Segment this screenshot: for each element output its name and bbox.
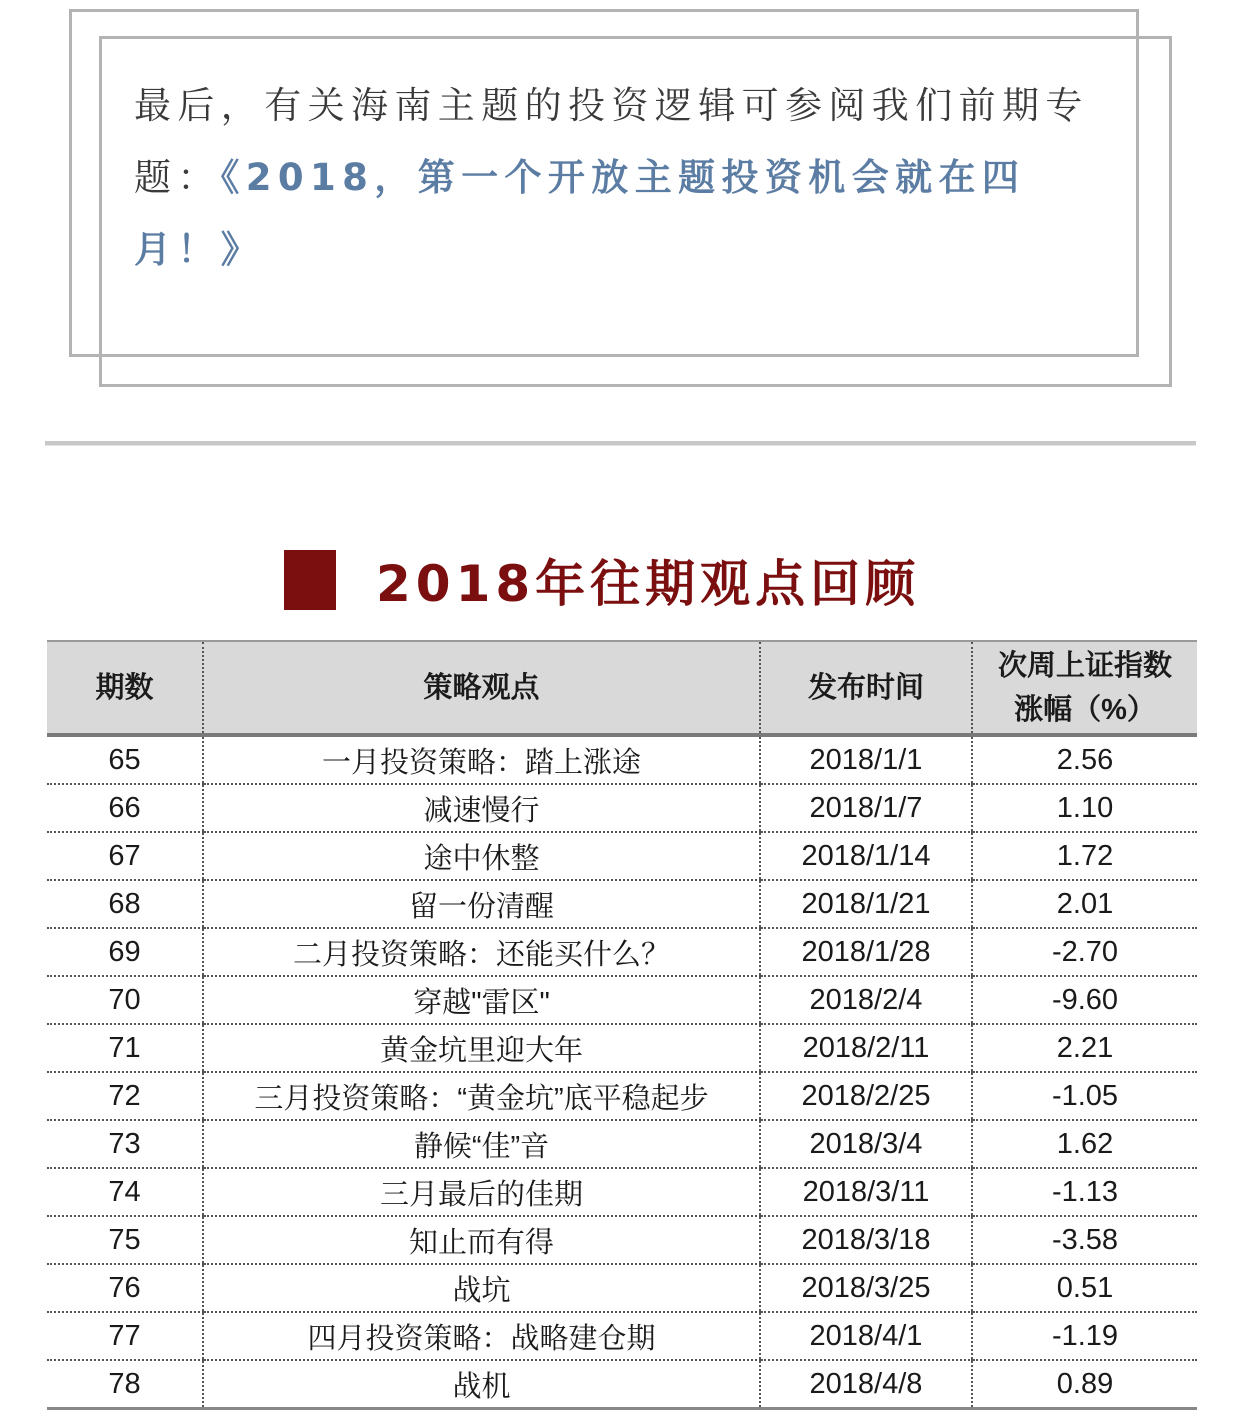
table-row — [47, 1120, 1197, 1168]
cell-change: -3.58 — [972, 1216, 1197, 1264]
cell-change: 1.10 — [972, 784, 1197, 832]
cell-view: 减速慢行 — [203, 784, 760, 832]
cell-issue: 67 — [47, 832, 203, 880]
cell-view: 战坑 — [203, 1264, 760, 1312]
cell-date: 2018/2/25 — [760, 1072, 972, 1120]
cell-date: 2018/1/1 — [760, 735, 972, 784]
review-table — [47, 640, 1197, 1410]
cell-change: 1.62 — [972, 1120, 1197, 1168]
cell-view: 三月最后的佳期 — [203, 1168, 760, 1216]
cell-view: 留一份清醒 — [203, 880, 760, 928]
cell-date: 2018/3/18 — [760, 1216, 972, 1264]
section-heading — [284, 548, 920, 612]
cell-issue: 73 — [47, 1120, 203, 1168]
cell-issue: 68 — [47, 880, 203, 928]
cell-date: 2018/4/8 — [760, 1360, 972, 1409]
cell-issue: 66 — [47, 784, 203, 832]
article-link[interactable]: 《2018，第一个开放主题投资机会就在四月！》 — [134, 156, 1026, 271]
table-row — [47, 928, 1197, 976]
header-view: 策略观点 — [203, 641, 760, 735]
cell-change: 2.21 — [972, 1024, 1197, 1072]
cell-view: 战机 — [203, 1360, 760, 1409]
cell-date: 2018/4/1 — [760, 1312, 972, 1360]
cell-issue: 78 — [47, 1360, 203, 1409]
table-row — [47, 1264, 1197, 1312]
cell-change: -1.13 — [972, 1168, 1197, 1216]
cell-issue: 74 — [47, 1168, 203, 1216]
cell-issue: 76 — [47, 1264, 203, 1312]
cell-date: 2018/1/7 — [760, 784, 972, 832]
cell-date: 2018/3/11 — [760, 1168, 972, 1216]
cell-view: 穿越"雷区" — [203, 976, 760, 1024]
cell-change: 2.01 — [972, 880, 1197, 928]
cell-change: 1.72 — [972, 832, 1197, 880]
cell-issue: 69 — [47, 928, 203, 976]
cell-change: -1.05 — [972, 1072, 1197, 1120]
table-row — [47, 1360, 1197, 1409]
cell-view: 三月投资策略：“黄金坑”底平稳起步 — [203, 1072, 760, 1120]
header-date: 发布时间 — [760, 641, 972, 735]
cell-date: 2018/2/4 — [760, 976, 972, 1024]
cell-change: 0.89 — [972, 1360, 1197, 1409]
cell-date: 2018/1/14 — [760, 832, 972, 880]
cell-view: 黄金坑里迎大年 — [203, 1024, 760, 1072]
header-change-line1: 次周上证指数 — [997, 649, 1172, 682]
header-issue: 期数 — [47, 641, 203, 735]
cell-view: 途中休整 — [203, 832, 760, 880]
cell-change: -1.19 — [972, 1312, 1197, 1360]
cell-view: 二月投资策略：还能买什么？ — [203, 928, 760, 976]
intro-text: 最后，有关海南主题的投资逻辑可参阅我们前期专题： — [134, 84, 1089, 199]
cell-date: 2018/3/4 — [760, 1120, 972, 1168]
table-row — [47, 1168, 1197, 1216]
cell-change: 0.51 — [972, 1264, 1197, 1312]
table-row — [47, 1312, 1197, 1360]
cell-date: 2018/1/21 — [760, 880, 972, 928]
cell-view: 一月投资策略：踏上涨途 — [203, 735, 760, 784]
table-row — [47, 1216, 1197, 1264]
cell-view: 四月投资策略：战略建仓期 — [203, 1312, 760, 1360]
section-divider — [45, 441, 1196, 446]
table-row — [47, 735, 1197, 784]
cell-issue: 75 — [47, 1216, 203, 1264]
cell-date: 2018/1/28 — [760, 928, 972, 976]
cell-issue: 65 — [47, 735, 203, 784]
cell-view: 知止而有得 — [203, 1216, 760, 1264]
cell-issue: 72 — [47, 1072, 203, 1120]
cell-change: -2.70 — [972, 928, 1197, 976]
table-row — [47, 976, 1197, 1024]
cell-issue: 71 — [47, 1024, 203, 1072]
intro-paragraph — [134, 70, 1109, 286]
table-row — [47, 1024, 1197, 1072]
section-title: 2018年往期观点回顾 — [376, 555, 921, 613]
table-header-row — [47, 641, 1197, 735]
header-change-line2: 涨幅（%） — [1014, 693, 1156, 726]
table-row — [47, 1072, 1197, 1120]
cell-view: 静候“佳”音 — [203, 1120, 760, 1168]
cell-date: 2018/2/11 — [760, 1024, 972, 1072]
header-change — [972, 641, 1197, 735]
cell-issue: 77 — [47, 1312, 203, 1360]
table-row — [47, 784, 1197, 832]
table-row — [47, 832, 1197, 880]
heading-square-icon — [284, 550, 336, 610]
cell-change: 2.56 — [972, 735, 1197, 784]
cell-change: -9.60 — [972, 976, 1197, 1024]
table-row — [47, 880, 1197, 928]
cell-date: 2018/3/25 — [760, 1264, 972, 1312]
cell-issue: 70 — [47, 976, 203, 1024]
